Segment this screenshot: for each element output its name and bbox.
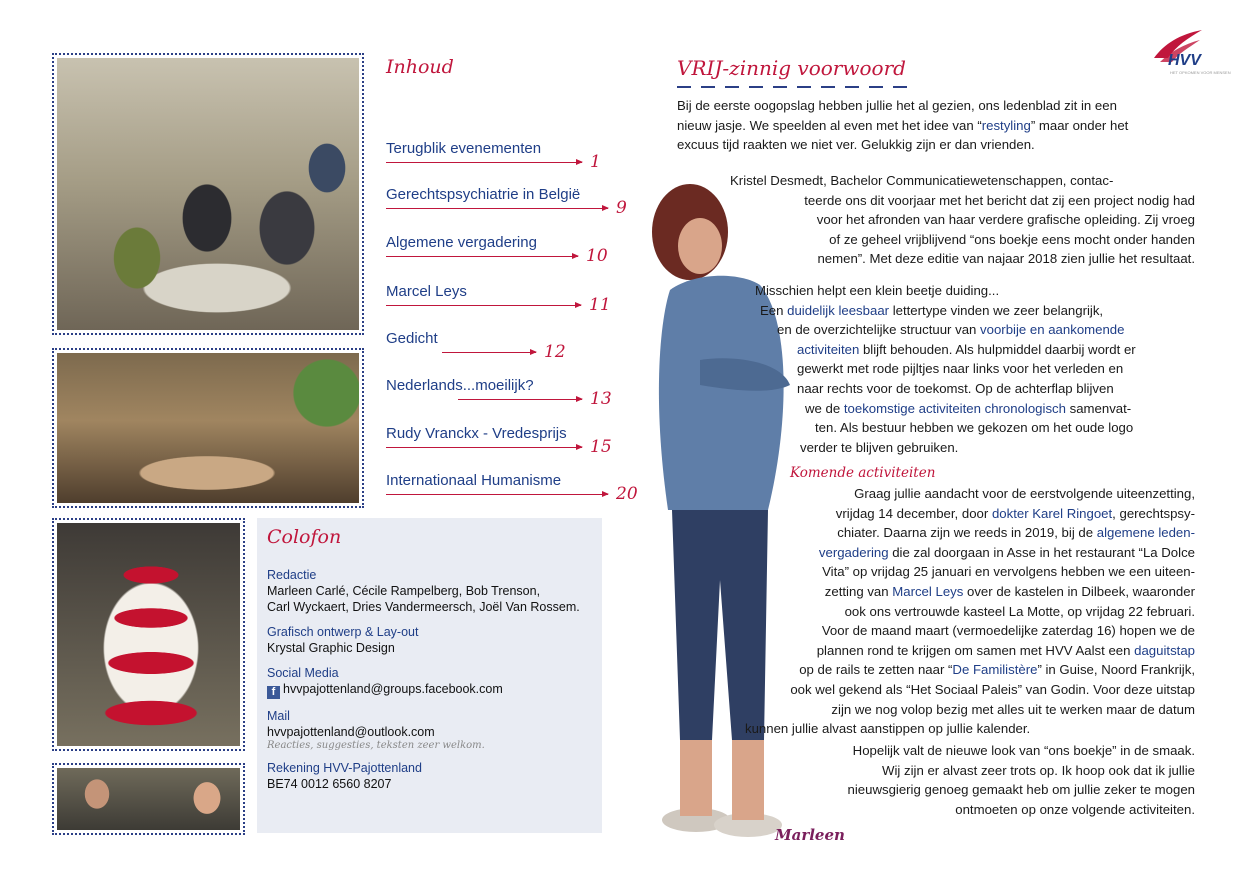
toc-item-page: 10 (586, 246, 608, 266)
arrow-right-icon (458, 399, 582, 400)
text-line: ontmoeten op onze volgende activiteiten. (955, 801, 1195, 817)
text-line: kunnen jullie alvast aanstippen op jullie kalender. (745, 721, 1031, 737)
text-line (745, 504, 1195, 524)
toc-item[interactable] (386, 234, 616, 274)
text-line: Graag jullie aandacht voor de eerstvolgende uiteenzetting, (854, 486, 1195, 501)
signature: Marleen (775, 826, 845, 844)
text-line: Kristel Desmedt, Bachelor Communicatiewetenschappen, contac- (730, 173, 1114, 188)
toc-item[interactable] (386, 425, 616, 465)
toc-item[interactable] (386, 330, 616, 370)
text-line: nemen”. Met deze editie van najaar 2018 zien jullie het resultaat. (817, 251, 1195, 267)
photo-hvv-cake (52, 518, 245, 751)
toc-item-label: Terugblik evenementen (386, 140, 542, 157)
colofon-design (267, 625, 592, 656)
text-line: ook ons vertrouwde kasteel La Motte, op vrijdag 22 februari. (844, 603, 1195, 619)
colofon-bank (267, 761, 592, 792)
toc-item-page: 9 (616, 198, 627, 218)
paragraph-kristel (730, 171, 1195, 269)
text-line: ten. Als bestuur hebben we gekozen om het oude logo (815, 420, 1134, 436)
logo-text: HVV (1168, 52, 1201, 69)
toc-item[interactable] (386, 377, 616, 417)
toc-item-label: Gedicht (386, 330, 438, 347)
text-segment: samenvat- (1065, 400, 1132, 416)
text-line: Vita” op vrijdag 25 januari en vervolgens hebben we een uiteen- (822, 564, 1195, 580)
toc-item-page: 20 (616, 484, 638, 504)
text-line (745, 582, 1195, 602)
text-segment: nieuw jasje. We speelden al even met het idee van “ (677, 117, 982, 133)
text-line (755, 399, 1195, 419)
text-line: excuus tijd raakten we niet ver. Gelukkig zijn er dan vrienden. (677, 137, 1035, 153)
text-segment: ” maar onder het (1030, 117, 1129, 133)
text-segment: lettertype vinden we zeer belangrijk, (889, 302, 1104, 318)
text-line: of ze geheel vrijblijvend “ons boekje eens mocht onder handen (829, 231, 1195, 247)
toc-item[interactable] (386, 283, 616, 323)
toc-title: Inhoud (386, 56, 454, 78)
text-line (745, 523, 1195, 543)
paragraph-duiding (755, 281, 1195, 457)
photo-hall-meeting (52, 348, 364, 508)
text-line: gewerkt met rode pijltjes naar links voor het verleden en (797, 361, 1124, 377)
colofon-redactie-head: Redactie (267, 568, 317, 582)
text-line (755, 340, 1195, 360)
highlighted-term: vergadering (818, 544, 889, 560)
arrow-right-icon (386, 208, 608, 209)
text-line: Voor de maand maart (vermoedelijke zaterdag 16) hopen we de (821, 623, 1195, 639)
text-segment: zetting van (824, 583, 893, 599)
photo-portraits (52, 763, 245, 835)
colofon-box (257, 518, 602, 833)
toc-item-page: 11 (589, 295, 611, 315)
text-line: verder te blijven gebruiken. (800, 439, 959, 455)
colofon-bank-head: Rekening HVV-Pajottenland (267, 761, 422, 775)
colofon-social-head: Social Media (267, 666, 339, 680)
facebook-group-link[interactable]: hvvpajottenland@groups.facebook.com (283, 682, 503, 696)
text-segment: ” in Guise, Noord Frankrijk, (1037, 662, 1195, 678)
text-segment: , gerechtspsy- (1112, 505, 1195, 521)
title-underline (677, 86, 915, 88)
arrow-right-icon (442, 352, 536, 353)
text-segment: en de overzichtelijke structuur van (777, 322, 981, 338)
colofon-social (267, 666, 592, 699)
text-line (745, 543, 1195, 563)
highlighted-term: toekomstige activiteiten chronologisch (843, 400, 1066, 416)
facebook-icon: f (267, 686, 280, 699)
highlighted-term: duidelijk leesbaar (787, 302, 890, 318)
arrow-right-icon (386, 494, 608, 495)
text-segment: op de rails te zetten naar “ (799, 662, 953, 678)
highlighted-term: Marcel Leys (892, 583, 964, 599)
colofon-redactie-line: Carl Wyckaert, Dries Vandermeersch, Joël Van Rossem. (267, 600, 580, 614)
colofon-mail (267, 709, 592, 751)
text-line: nieuwsgierig genoeg gemaakt heb om jullie zeker te mogen (847, 782, 1195, 798)
colofon-title: Colofon (267, 526, 342, 548)
toc-item-label: Algemene vergadering (386, 234, 537, 251)
text-line (755, 301, 1195, 321)
toc-item-label: Internationaal Humanisme (386, 472, 562, 489)
paragraph-intro (677, 96, 1195, 155)
highlighted-term: De Familistère (952, 662, 1038, 678)
text-line: voor het afronden van haar verdere grafische opleiding. Zij vroeg (816, 212, 1195, 228)
arrow-right-icon (386, 305, 581, 306)
colofon-mail-head: Mail (267, 709, 290, 723)
text-segment: vrijdag 14 december, door (835, 505, 992, 521)
text-segment: die zal doorgaan in Asse in het restaurant “La Dolce (888, 544, 1195, 560)
toc-item[interactable] (386, 140, 616, 180)
highlighted-term: daguitstap (1134, 642, 1195, 658)
text-line: Bij de eerste oogopslag hebben jullie het al gezien, ons ledenblad zit in een (677, 98, 1117, 113)
toc-item[interactable] (386, 186, 627, 226)
text-line: teerde ons dit voorjaar met het bericht dat zij een project nodig had (804, 192, 1195, 208)
colofon-redactie-line: Marleen Carlé, Cécile Rampelberg, Bob Trenson, (267, 584, 541, 598)
toc-item-page: 1 (590, 152, 601, 172)
toc-item-page: 13 (590, 389, 612, 409)
colofon-mail-link[interactable]: hvvpajottenland@outlook.com (267, 725, 435, 739)
colofon-mail-note: Reacties, suggesties, teksten zeer welkom. (267, 740, 485, 751)
toc-item[interactable] (386, 472, 638, 512)
text-line (677, 116, 1195, 136)
toc-item-label: Marcel Leys (386, 283, 467, 300)
text-segment: chiater. Daarna zijn we reeds in 2019, bij de (837, 525, 1097, 541)
toc-item-label: Nederlands...moeilijk? (386, 377, 534, 394)
text-line: naar rechts voor de toekomst. Op de achterflap blijven (797, 380, 1114, 396)
text-line: Hopelijk valt de nieuwe look van “ons boekje” in de smaak. (852, 743, 1195, 758)
highlighted-term: voorbije en aankomende (980, 322, 1125, 338)
text-segment: over de kastelen in Dilbeek, waaronder (963, 583, 1195, 599)
text-segment: Een (760, 302, 788, 318)
toc-item-page: 12 (544, 342, 566, 362)
highlighted-term: dokter Karel Ringoet (991, 505, 1113, 521)
highlighted-term: activiteiten (797, 341, 860, 357)
text-segment: plannen rond te krijgen om samen met HVV Aalst een (816, 642, 1135, 658)
arrow-right-icon (386, 447, 582, 448)
toc-item-label: Gerechtspsychiatrie in België (386, 186, 581, 203)
text-line: Wij zijn er alvast zeer trots op. Ik hoop ook dat ik jullie (882, 762, 1195, 778)
text-line: ook wel gekend als “Het Sociaal Paleis” van Godin. Voor deze uitstap (790, 681, 1195, 697)
logo-subtext: HET OPKOMEN VOOR MENSEN (1170, 70, 1231, 75)
text-segment: blijft behouden. Als hulpmiddel daarbij wordt er (859, 341, 1136, 357)
colofon-redactie (267, 568, 592, 615)
colofon-design-text: Krystal Graphic Design (267, 641, 395, 655)
subheading-komende-activiteiten: Komende activiteiten (790, 465, 936, 481)
highlighted-term: algemene leden- (1096, 525, 1195, 541)
text-line (745, 641, 1195, 661)
colofon-design-head: Grafisch ontwerp & Lay-out (267, 625, 419, 639)
text-segment: we de (805, 400, 844, 416)
colofon-bank-text: BE74 0012 6560 8207 (267, 777, 392, 791)
text-line: zijn we nog volop bezig met alles uit te werken maar de datum (831, 701, 1195, 717)
paragraph-closing (758, 741, 1195, 819)
article-title: VRIJ-zinnig voorwoord (677, 56, 906, 80)
photo-group-dinner (52, 53, 364, 335)
text-line (755, 320, 1195, 340)
paragraph-activiteiten (745, 484, 1195, 739)
highlighted-term: restyling (981, 117, 1031, 133)
text-line: Misschien helpt een klein beetje duiding... (755, 283, 1000, 298)
text-line (745, 660, 1195, 680)
toc-item-page: 15 (590, 437, 612, 457)
arrow-right-icon (386, 162, 582, 163)
arrow-right-icon (386, 256, 578, 257)
toc-item-label: Rudy Vranckx - Vredesprijs (386, 425, 567, 442)
